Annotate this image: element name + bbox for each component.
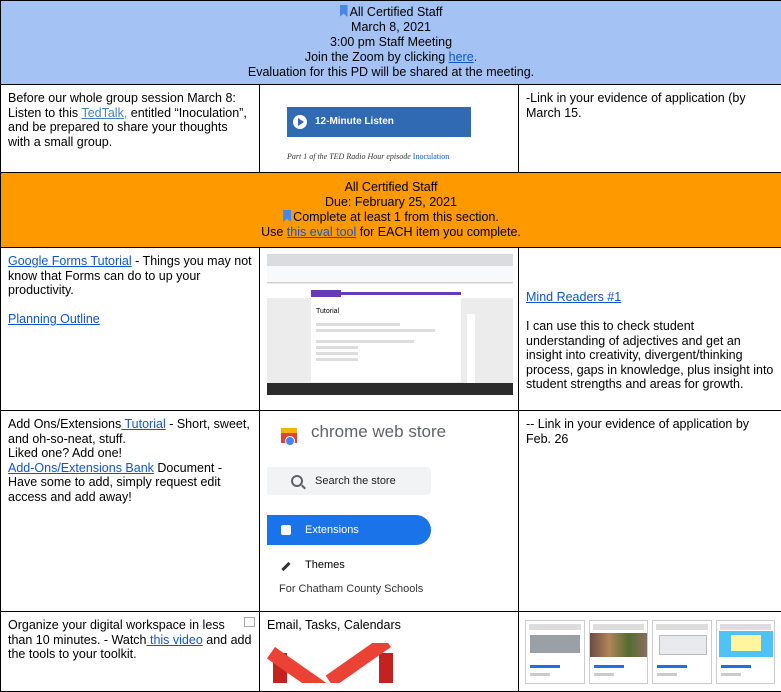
row-forms	[1, 248, 781, 411]
forms-tutorial-link[interactable]: Google Forms Tutorial	[8, 254, 132, 268]
chrome-store-cell	[260, 411, 519, 612]
chrome-store-logo-icon	[279, 425, 299, 445]
store-title: chrome web store	[311, 425, 446, 440]
row-tedtalk	[1, 85, 781, 173]
store-search	[267, 467, 431, 495]
section1-banner-row	[1, 1, 781, 85]
thumbnail[interactable]	[652, 620, 712, 684]
form-card	[311, 292, 461, 382]
forms-text: - Things you may not know that Forms can do to up your productivity.	[8, 254, 252, 297]
dropdown-icon[interactable]	[244, 617, 255, 627]
forms-screenshot-cell	[260, 248, 519, 411]
zoom-prefix: Join the Zoom by clicking	[305, 50, 449, 64]
store-extensions-label: Extensions	[305, 524, 359, 536]
workspace-tools-cell	[260, 612, 519, 692]
row-workspace	[1, 612, 781, 692]
listen-button[interactable]	[287, 107, 471, 137]
workspace-instructions	[1, 612, 260, 692]
section1-meeting: 3:00 pm Staff Meeting	[7, 35, 775, 50]
podcast-caption	[287, 150, 449, 165]
use-suffix: for EACH item you complete.	[356, 225, 521, 239]
forms-instructions	[1, 248, 260, 411]
mind-readers-note	[519, 248, 781, 411]
section1-banner	[1, 1, 781, 85]
puzzle-icon	[281, 525, 291, 535]
bookmark-icon	[283, 210, 291, 222]
mind-readers-link[interactable]: Mind Readers #1	[526, 290, 621, 304]
section1-date: March 8, 2021	[7, 20, 775, 35]
section1-audience: All Certified Staff	[350, 5, 443, 19]
eval-tool-link[interactable]: this eval tool	[287, 225, 356, 239]
gmail-icon	[267, 643, 395, 683]
addons-note: -- Link in your evidence of application by Feb. 26	[519, 411, 781, 612]
form-title: Tutorial	[316, 305, 456, 320]
thumbnail[interactable]	[716, 620, 776, 684]
brush-icon	[281, 562, 290, 571]
addons-instructions	[1, 411, 260, 612]
tedtalk-text: Before our whole group session March 8: Listen to this	[8, 91, 236, 120]
section2-due: Due: February 25, 2021	[7, 195, 775, 210]
bookmark-icon	[340, 5, 348, 17]
addons-text-d: Document - Have some to add, simply request edit access and add away!	[8, 461, 222, 504]
search-icon	[291, 475, 303, 487]
store-themes-label: Themes	[305, 559, 345, 571]
listen-label: 12-Minute Listen	[315, 115, 394, 130]
addons-tutorial-link[interactable]: Tutorial	[121, 417, 165, 431]
use-prefix: Use	[261, 225, 287, 239]
forms-screenshot[interactable]	[267, 254, 513, 395]
addons-text-c: Liked one? Add one!	[8, 446, 122, 460]
workspace-text-b: and add the tools to your toolkit.	[8, 633, 251, 662]
section2-audience: All Certified Staff	[7, 180, 775, 195]
tedtalk-link[interactable]: TedTalk,	[81, 106, 127, 120]
section1-evaluation: Evaluation for this PD will be shared at the meeting.	[7, 65, 775, 80]
addons-text-b: - Short, sweet, and oh-so-neat, stuff.	[8, 417, 250, 446]
tedtalk-note: -Link in your evidence of application (by March 15.	[519, 85, 781, 173]
store-themes	[267, 551, 345, 579]
workspace-text: Organize your digital workspace in less than 10 minutes. - Watch	[8, 618, 225, 647]
workspace-thumbnails-cell	[519, 612, 781, 692]
row-addons	[1, 411, 781, 612]
addons-text: Add Ons/Extensions	[8, 417, 121, 431]
video-link[interactable]: this video	[147, 633, 203, 647]
store-extensions	[267, 515, 431, 545]
workspace-tools-label: Email, Tasks, Calendars	[267, 618, 511, 633]
play-icon	[293, 115, 307, 129]
caption-link[interactable]: Inoculation	[413, 152, 449, 161]
zoom-link[interactable]: here	[449, 50, 474, 64]
tedtalk-text-b: entitled “Inoculation”, and be prepared to share your thoughts with a small group.	[8, 106, 247, 149]
tedtalk-instructions	[1, 85, 260, 173]
thumbnail[interactable]	[589, 620, 649, 684]
planning-outline-link[interactable]: Planning Outline	[8, 312, 100, 326]
store-org: For Chatham County Schools	[279, 582, 423, 597]
video-thumbnails	[525, 620, 775, 684]
addons-bank-link[interactable]: Add-Ons/Extensions Bank	[8, 461, 154, 475]
section2-complete: Complete at least 1 from this section.	[293, 210, 499, 224]
podcast-thumbnail[interactable]	[267, 91, 511, 163]
mind-readers-text: I can use this to check student understanding of adjectives and get an insight into creativity, divergent/thinking process, gaps in knowledge, plus insight into student strengths and areas for growth.	[526, 319, 773, 391]
caption-text: Part 1 of the TED Radio Hour episode	[287, 152, 413, 161]
store-search-label: Search the store	[315, 475, 396, 487]
zoom-suffix: .	[474, 50, 477, 64]
section2-banner-row	[1, 173, 781, 248]
podcast-thumbnail-cell	[260, 85, 519, 173]
thumbnail[interactable]	[525, 620, 585, 684]
chrome-store-screenshot[interactable]	[267, 417, 497, 598]
section2-banner	[1, 173, 781, 248]
